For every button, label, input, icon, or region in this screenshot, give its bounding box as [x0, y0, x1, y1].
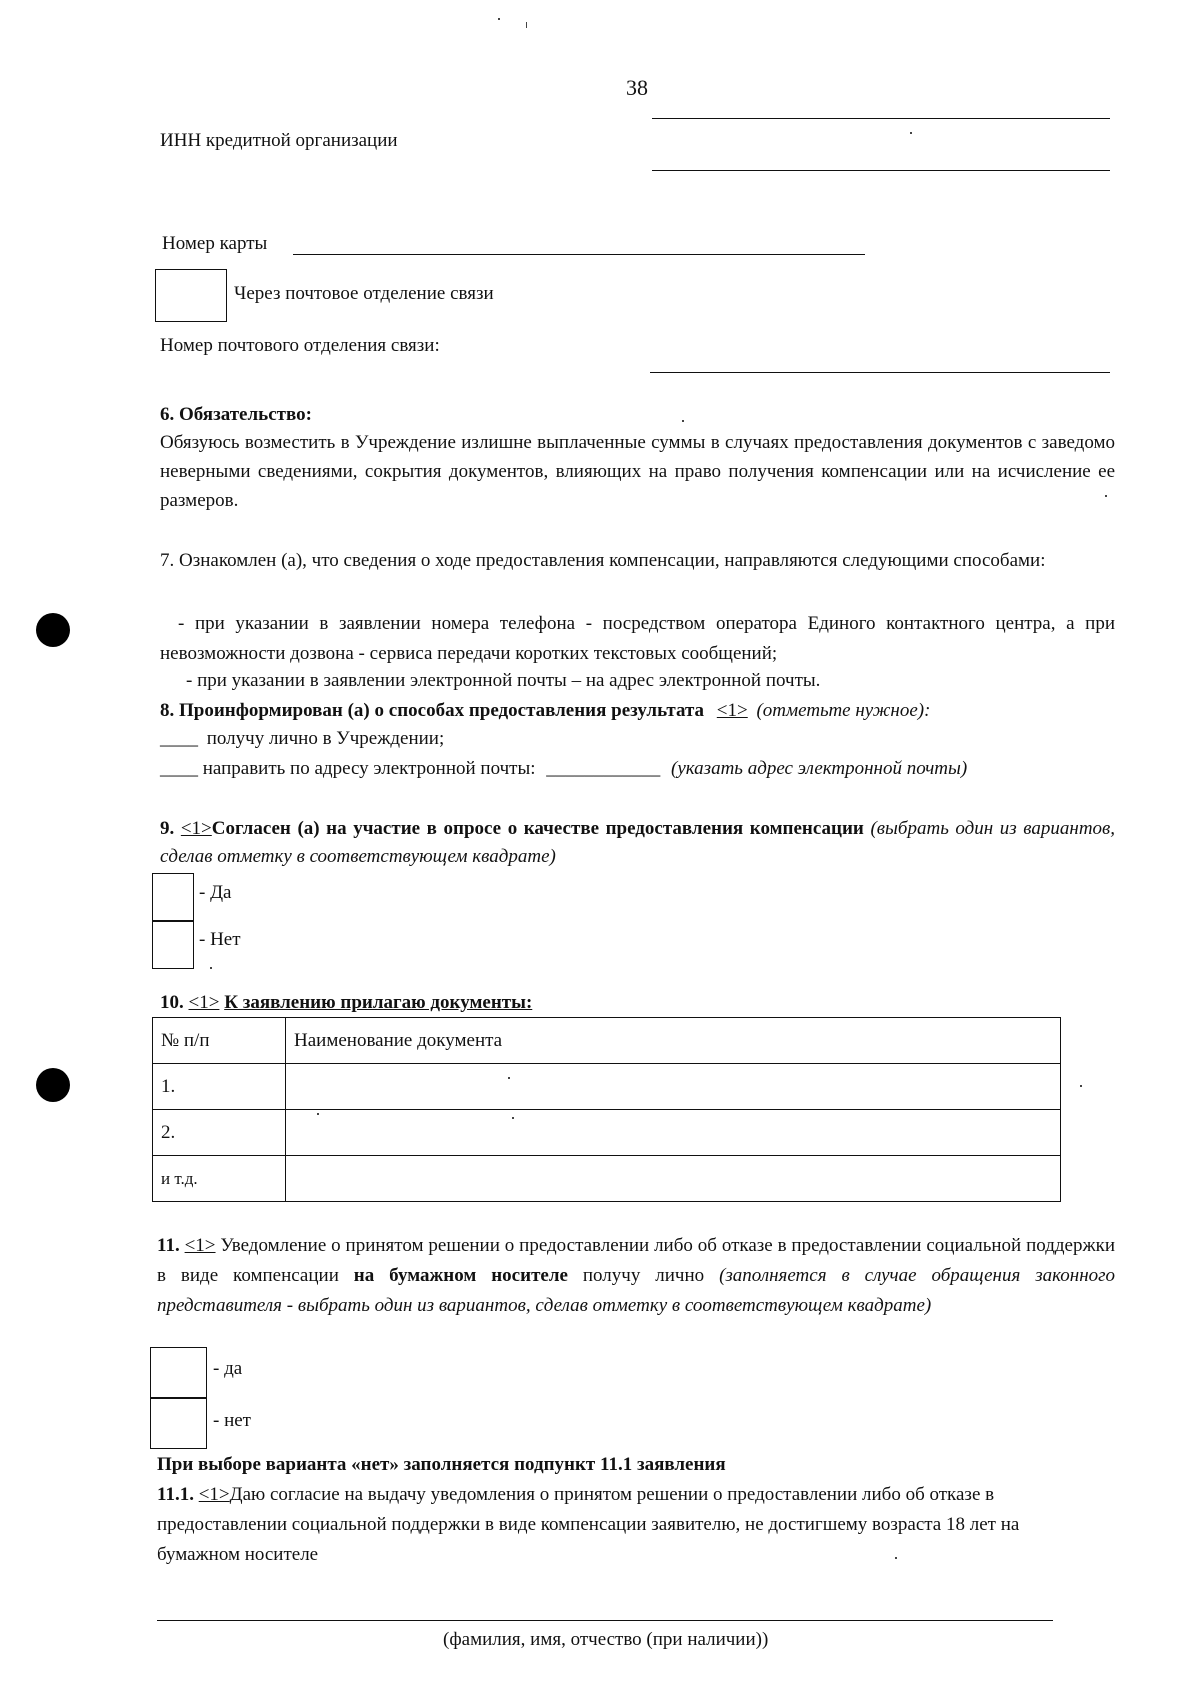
table-cell-document[interactable]	[286, 1110, 1061, 1156]
inn-label: ИНН кредитной организации	[160, 130, 398, 151]
scan-speck	[1080, 1085, 1082, 1087]
section-8-heading-row	[160, 700, 930, 722]
inn-line-top	[652, 118, 1110, 119]
card-number-label: Номер карты	[162, 233, 268, 254]
section-9-no-checkbox[interactable]	[152, 920, 194, 969]
table-header-cell: № п/п	[153, 1018, 286, 1064]
table-header-cell: Наименование документа	[286, 1018, 1061, 1064]
table-header-row	[153, 1018, 1061, 1064]
scan-speck	[498, 18, 500, 20]
table-cell-number: 2.	[153, 1110, 286, 1156]
scan-speck	[526, 22, 527, 28]
section-8-option-personal-label: получу лично в Учреждении;	[206, 728, 445, 749]
section-6-text: Обязуюсь возместить в Учреждение излишне выплаченные суммы в случаях предоставления документов с заведомо неверными сведениями, сокрытия документов, влияющих на право получения компенсации или на исчисление ее размеров.	[160, 432, 1115, 511]
documents-table	[152, 1017, 1061, 1202]
table-cell-number: и т.д.	[153, 1156, 286, 1202]
page-number: 38	[626, 75, 648, 100]
section-11-1-text	[157, 1480, 1087, 1570]
post-office-checkbox[interactable]	[155, 269, 227, 322]
section-8-option-email-label: направить по адресу электронной почты:	[202, 758, 536, 779]
section-11-yes-label: - да	[213, 1358, 243, 1379]
section-9-ref: <1>	[180, 818, 212, 839]
table-row	[153, 1156, 1061, 1202]
section-11-text-part1: Уведомление о принятом решении о предоставлении либо об отказе в предоставлении социальной поддержки в виде компенсации	[157, 1235, 1116, 1286]
post-office-option-label: Через почтовое отделение связи	[234, 283, 494, 304]
section-10-number: 10.	[160, 992, 184, 1013]
signature-line[interactable]	[157, 1620, 1053, 1621]
section-7-item-phone: - при указании в заявлении номера телефона - посредством оператора Единого контактного центра, а при невозможности дозвона - сервиса передачи коротких текстовых сообщений;	[160, 613, 1115, 664]
section-8-option-personal[interactable]	[160, 728, 444, 750]
section-11-yes-checkbox[interactable]	[150, 1347, 207, 1399]
section-11-text	[157, 1231, 1115, 1321]
section-9-no-label: - Нет	[199, 929, 241, 950]
post-office-number-input-line[interactable]	[650, 372, 1110, 373]
section-9-hint: (выбрать один из вариантов, сделав отметку в соответствующем квадрате)	[160, 818, 1116, 867]
signature-caption: (фамилия, имя, отчество (при наличии))	[443, 1629, 769, 1650]
table-cell-document[interactable]	[286, 1156, 1061, 1202]
section-7-item-email: - при указании в заявлении электронной почты – на адрес электронной почты.	[186, 670, 821, 691]
section-11-hint: (заполняется в случае обращения законного представителя - выбрать один из вариантов, сделав отметку в соответствующем квадрате)	[157, 1265, 1116, 1316]
section-8-email-hint: (указать адрес электронной почты)	[671, 758, 968, 779]
section-8-option-personal-blank[interactable]: ____	[160, 728, 198, 749]
section-10-ref: <1>	[188, 992, 220, 1013]
section-11-text-part2: получу лично	[582, 1265, 705, 1286]
section-11-1-number: 11.1.	[157, 1484, 194, 1505]
inn-input-line[interactable]	[652, 170, 1110, 171]
binder-hole-top	[36, 613, 70, 647]
scan-speck	[682, 420, 684, 422]
table-cell-document[interactable]	[286, 1064, 1061, 1110]
section-9-text	[160, 815, 1115, 871]
section-6-heading: 6. Обязательство:	[160, 404, 312, 425]
section-9-number: 9.	[160, 818, 175, 839]
table-row	[153, 1110, 1061, 1156]
section-10-title: К заявлению прилагаю документы:	[224, 992, 533, 1013]
section-11-number: 11.	[157, 1235, 180, 1256]
section-9-yes-label: - Да	[199, 882, 232, 903]
scan-speck	[910, 132, 912, 134]
section-9-heading: Согласен (а) на участие в опросе о качестве предоставления компенсации	[211, 818, 864, 839]
section-8-heading: 8. Проинформирован (а) о способах предоставления результата	[160, 700, 705, 721]
section-11-1-ref: <1>	[198, 1484, 230, 1505]
section-11-note: При выборе варианта «нет» заполняется подпункт 11.1 заявления	[157, 1454, 726, 1475]
card-number-input-line[interactable]	[293, 254, 865, 255]
table-cell-number: 1.	[153, 1064, 286, 1110]
section-11-bold: на бумажном носителе	[353, 1265, 568, 1286]
post-office-number-label: Номер почтового отделения связи:	[160, 335, 440, 356]
section-7-text: 7. Ознакомлен (а), что сведения о ходе предоставления компенсации, направляются следующими способами:	[160, 550, 1046, 571]
section-8-option-email-blank[interactable]: ____	[160, 758, 198, 779]
section-11-no-checkbox[interactable]	[150, 1397, 207, 1449]
section-11-no-label: - нет	[213, 1410, 251, 1431]
table-row	[153, 1064, 1061, 1110]
section-10-heading	[160, 992, 532, 1014]
binder-hole-bottom	[36, 1068, 70, 1102]
scan-speck	[210, 967, 212, 969]
section-11-1-body: Даю согласие на выдачу уведомления о принятом решении о предоставлении либо об отказе в предоставлении социальной поддержки в виде компенсации заявителю, не достигшему возраста 18 лет на бумажном носителе	[157, 1484, 1020, 1565]
section-8-ref: <1>	[716, 700, 748, 721]
section-8-email-field[interactable]: ____________	[546, 758, 661, 779]
section-11-ref: <1>	[184, 1235, 216, 1256]
section-8-hint: (отметьте нужное):	[756, 700, 931, 721]
section-9-yes-checkbox[interactable]	[152, 873, 194, 922]
section-8-option-email[interactable]	[160, 758, 967, 780]
